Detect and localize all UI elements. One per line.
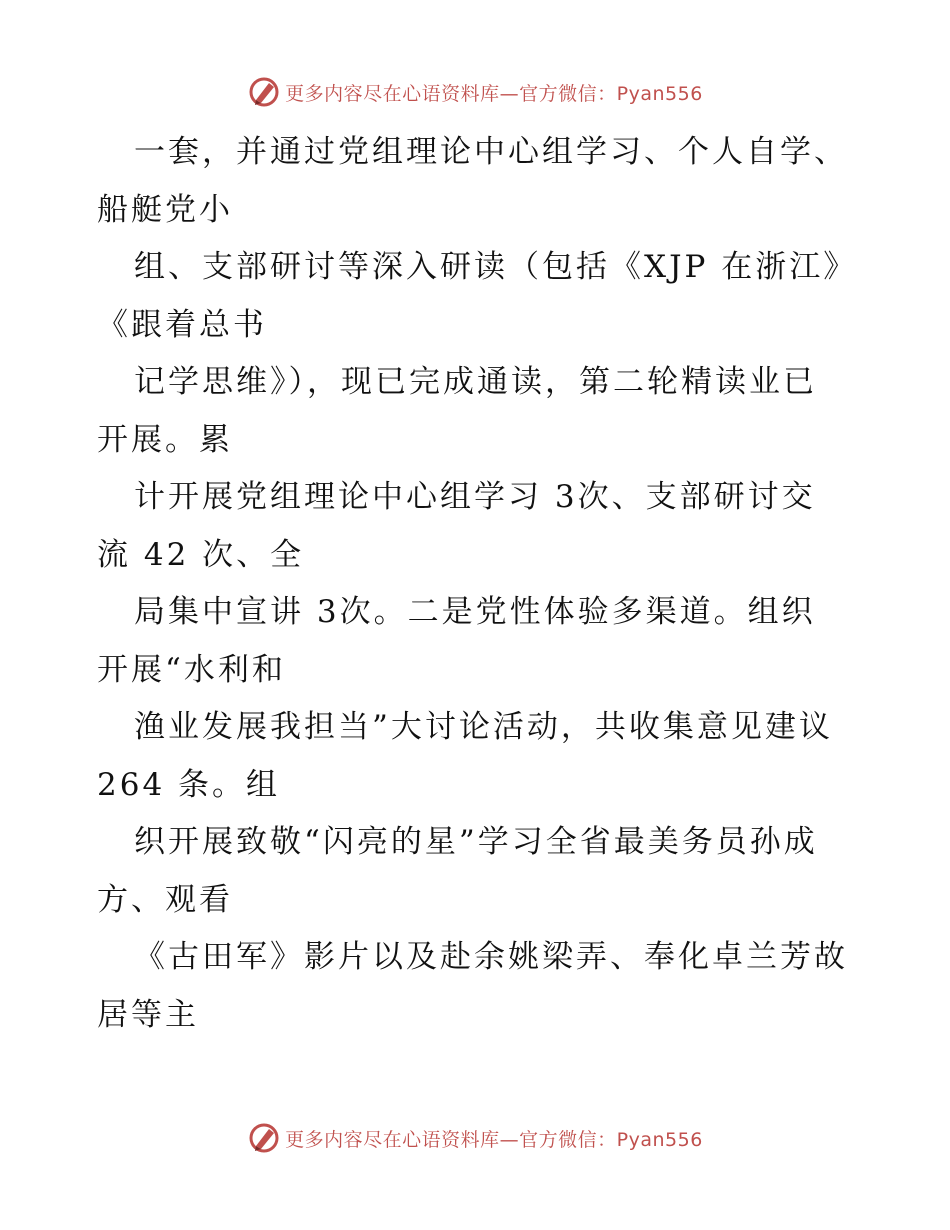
document-body <box>97 124 857 1044</box>
text-line: 记学思维》），现已完成通读，第二轮精读业已 <box>134 364 817 400</box>
text-line: 方、观看 <box>97 881 233 918</box>
text-line: 《跟着总书 <box>97 306 267 343</box>
pen-logo-icon <box>247 1121 281 1155</box>
text-line: 局集中宣讲 3次。二是党性体验多渠道。组织 <box>134 594 816 630</box>
text-line: 计开展党组理论中心组学习 3次、支部研讨交 <box>134 479 816 515</box>
header-banner <box>0 72 950 112</box>
text-line: 开展“水利和 <box>97 651 286 688</box>
text-line: 船艇党小 <box>97 191 233 228</box>
footer-banner-text: 更多内容尽在心语资料库—官方微信：Pyan556 <box>285 1128 703 1151</box>
pen-logo-icon <box>247 75 281 109</box>
text-line: 流 42 次、全 <box>97 536 305 573</box>
text-line: 264 条。组 <box>97 766 281 803</box>
text-line: 居等主 <box>97 996 199 1033</box>
text-line: 织开展致敬“闪亮的星”学习全省最美务员孙成 <box>134 824 818 860</box>
header-banner-text: 更多内容尽在心语资料库—官方微信：Pyan556 <box>285 82 703 105</box>
text-line: 组、支部研讨等深入研读（包括《XJP 在浙江》 <box>134 249 858 285</box>
text-line: 渔业发展我担当”大讨论活动，共收集意见建议 <box>134 709 833 745</box>
footer-banner <box>0 1118 950 1158</box>
text-line: 开展。累 <box>97 421 233 458</box>
text-line: 《古田军》影片以及赴余姚梁弄、奉化卓兰芳故 <box>134 939 848 975</box>
text-line: 一套，并通过党组理论中心组学习、个人自学、 <box>134 134 848 170</box>
